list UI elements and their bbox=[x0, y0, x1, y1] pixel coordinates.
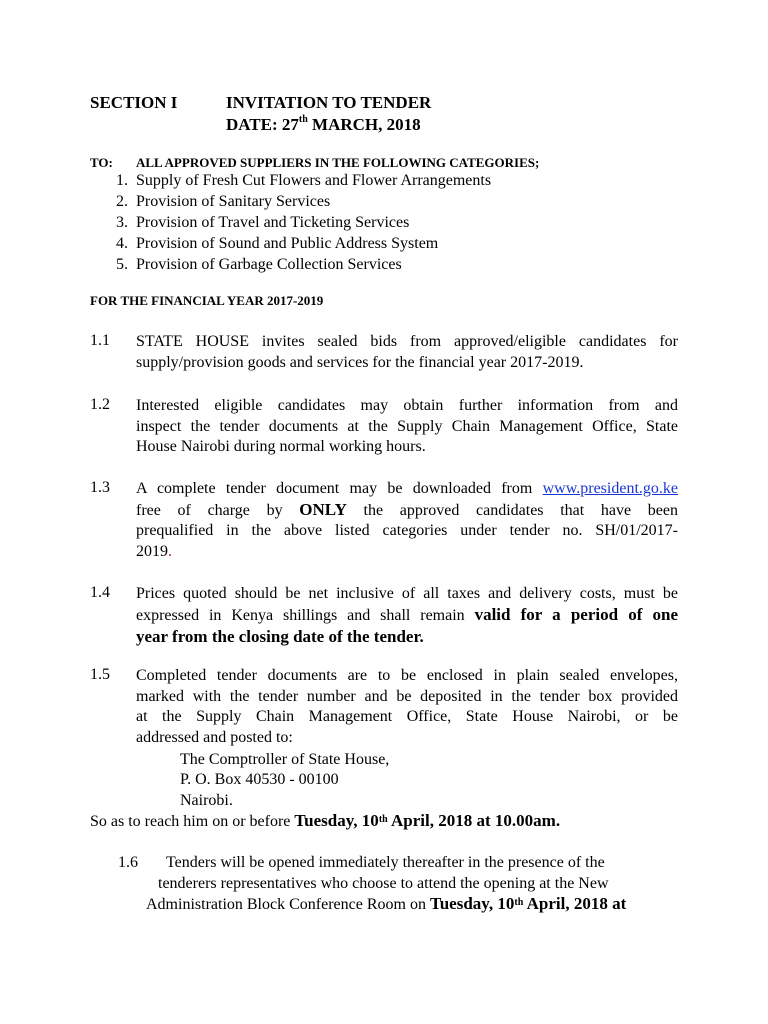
to-label: TO: bbox=[90, 155, 113, 170]
paragraph-1-4: Prices quoted should be net inclusive of all taxes and delivery costs, must be expressed in Kenya shillings and shall remain valid for a period of one year from the closing date of the tender. bbox=[136, 585, 679, 646]
tender-date: DATE: 27th MARCH, 2018 bbox=[226, 114, 421, 134]
paragraph-number: 1.2 bbox=[90, 396, 110, 413]
paragraph-1-6-line1: Tenders will be opened immediately thereafter in the presence of the bbox=[166, 854, 605, 871]
list-item: 3. Provision of Travel and Ticketing Services bbox=[116, 214, 410, 231]
address-line: P. O. Box 40530 - 00100 bbox=[180, 771, 339, 788]
paragraph-1-2: Interested eligible candidates may obtain further information from and inspect the tender documents at the Supply Chain Management Office, State House Nairobi during normal working hours. bbox=[136, 397, 678, 455]
address-line: The Comptroller of State House, bbox=[180, 751, 390, 768]
address-line: Nairobi. bbox=[180, 792, 233, 809]
list-item: 2. Provision of Sanitary Services bbox=[116, 193, 331, 210]
paragraph-1-6-line2: tenderers representatives who choose to attend the opening at the New bbox=[158, 875, 609, 892]
financial-year-heading: FOR THE FINANCIAL YEAR 2017-2019 bbox=[90, 293, 324, 308]
list-item: 4. Provision of Sound and Public Address System bbox=[116, 235, 439, 252]
list-item: 1. Supply of Fresh Cut Flowers and Flower Arrangements bbox=[116, 172, 492, 189]
page-title: INVITATION TO TENDER bbox=[226, 93, 432, 112]
to-text: ALL APPROVED SUPPLIERS IN THE FOLLOWING CATEGORIES; bbox=[136, 155, 540, 170]
paragraph-1-6-line3: Administration Block Conference Room on Tuesday, 10th April, 2018 at bbox=[146, 894, 627, 913]
section-label: SECTION I bbox=[90, 93, 178, 112]
closing-date-line: So as to reach him on or before Tuesday, 10th April, 2018 at 10.00am. bbox=[90, 811, 561, 830]
list-item: 5. Provision of Garbage Collection Services bbox=[116, 256, 402, 273]
paragraph-1-3: A complete tender document may be downloaded from www.president.go.ke free of charge by ONLY the approved candidates that have been prequalified in the above listed categories under tender no. SH/01/2017- 2019. bbox=[136, 480, 679, 560]
paragraph-number: 1.3 bbox=[90, 479, 110, 496]
website-link[interactable]: www.president.go.ke bbox=[542, 480, 678, 497]
paragraph-1-5: Completed tender documents are to be enclosed in plain sealed envelopes, marked with the tender number and be deposited in the tender box provided at the Supply Chain Management Office, State House Nairobi, or be addressed and posted to: bbox=[136, 667, 678, 746]
paragraph-number: 1.5 bbox=[90, 666, 110, 683]
paragraph-number: 1.4 bbox=[90, 584, 110, 601]
paragraph-number: 1.1 bbox=[90, 332, 110, 349]
paragraph-1-1: STATE HOUSE invites sealed bids from approved/eligible candidates for supply/provision goods and services for the financial year 2017-2019. bbox=[136, 333, 678, 371]
paragraph-number: 1.6 bbox=[118, 854, 138, 871]
category-list bbox=[104, 172, 491, 277]
